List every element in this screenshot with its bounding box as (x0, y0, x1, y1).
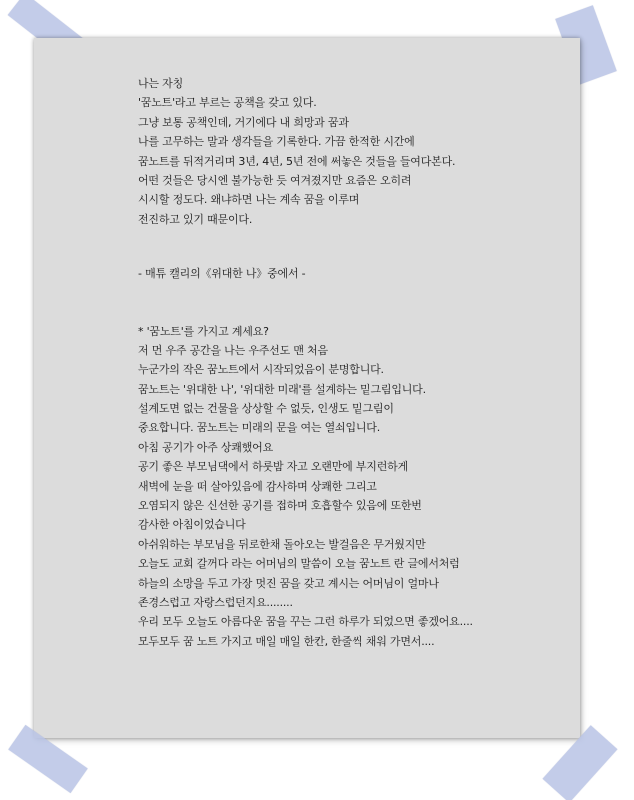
body-line: 새벽에 눈을 떠 살아있음에 감사하며 상쾌한 그리고 (138, 479, 377, 493)
body-line: 오염되지 않은 신선한 공기를 접하며 호흡할수 있음에 또한번 (138, 499, 422, 513)
intro-line: '꿈노트'라고 부르는 공책을 갖고 있다. (138, 96, 317, 110)
intro-line: 꿈노트를 뒤적거리며 3년, 4년, 5년 전에 써놓은 것들을 들여다본다. (138, 154, 456, 168)
body-line: 중요합니다. 꿈노트는 미래의 문을 여는 열쇠입니다. (138, 421, 381, 435)
intro-line: 나를 고무하는 말과 생각들을 기록한다. 가끔 한적한 시간에 (138, 135, 415, 149)
body-line: 꿈노트는 '위대한 나', '위대한 미래'를 설계하는 밑그림입니다. (138, 382, 426, 396)
body-line: 설계도면 없는 건물을 상상할 수 없듯, 인생도 밑그림이 (138, 402, 394, 416)
body-line: 오늘도 교회 갈꺼다 라는 어머님의 말씀이 오늘 꿈노트 란 글에서처럼 (138, 557, 460, 571)
body-line: 하늘의 소망을 두고 가장 멋진 꿈을 갖고 계시는 어머님이 얼마나 (138, 576, 439, 590)
source-line: - 매튜 캘리의《위대한 나》중에서 - (138, 267, 306, 281)
body-line: 감사한 아침이었습니다 (138, 518, 246, 532)
body-line: 누군가의 작은 꿈노트에서 시작되었음이 분명합니다. (138, 363, 384, 377)
body-line: 아쉬워하는 부모님을 뒤로한채 돌아오는 발걸음은 무거웠지만 (138, 537, 426, 551)
intro-line: 전진하고 있기 때문이다. (138, 212, 253, 226)
intro-line: 그냥 보통 공책인데, 거기에다 내 희망과 꿈과 (138, 115, 349, 129)
intro-line: 어떤 것들은 당시엔 불가능한 듯 여겨졌지만 요즘은 오히려 (138, 173, 412, 187)
body-line: * '꿈노트'를 가지고 계세요? (138, 324, 269, 338)
body-line: 아침 공기가 아주 상쾌했어요 (138, 440, 274, 454)
body-line: 존경스럽고 자랑스럽던지요........ (138, 595, 293, 609)
note-text (138, 74, 558, 651)
intro-line: 나는 자칭 (138, 77, 184, 90)
body-line: 우리 모두 오늘도 아름다운 꿈을 꾸는 그런 하루가 되었으면 좋겠어요.... (138, 615, 473, 629)
intro-line: 시시할 정도다. 왜냐하면 나는 계속 꿈을 이루며 (138, 193, 360, 207)
body-line: 공기 좋은 부모님댁에서 하룻밤 자고 오랜만에 부지런하게 (138, 460, 409, 474)
body-line: 저 먼 우주 공간을 나는 우주선도 맨 처음 (138, 343, 328, 357)
body-line: 모두모두 꿈 노트 가지고 매일 매일 한칸, 한줄씩 채워 가면서.... (138, 634, 435, 648)
